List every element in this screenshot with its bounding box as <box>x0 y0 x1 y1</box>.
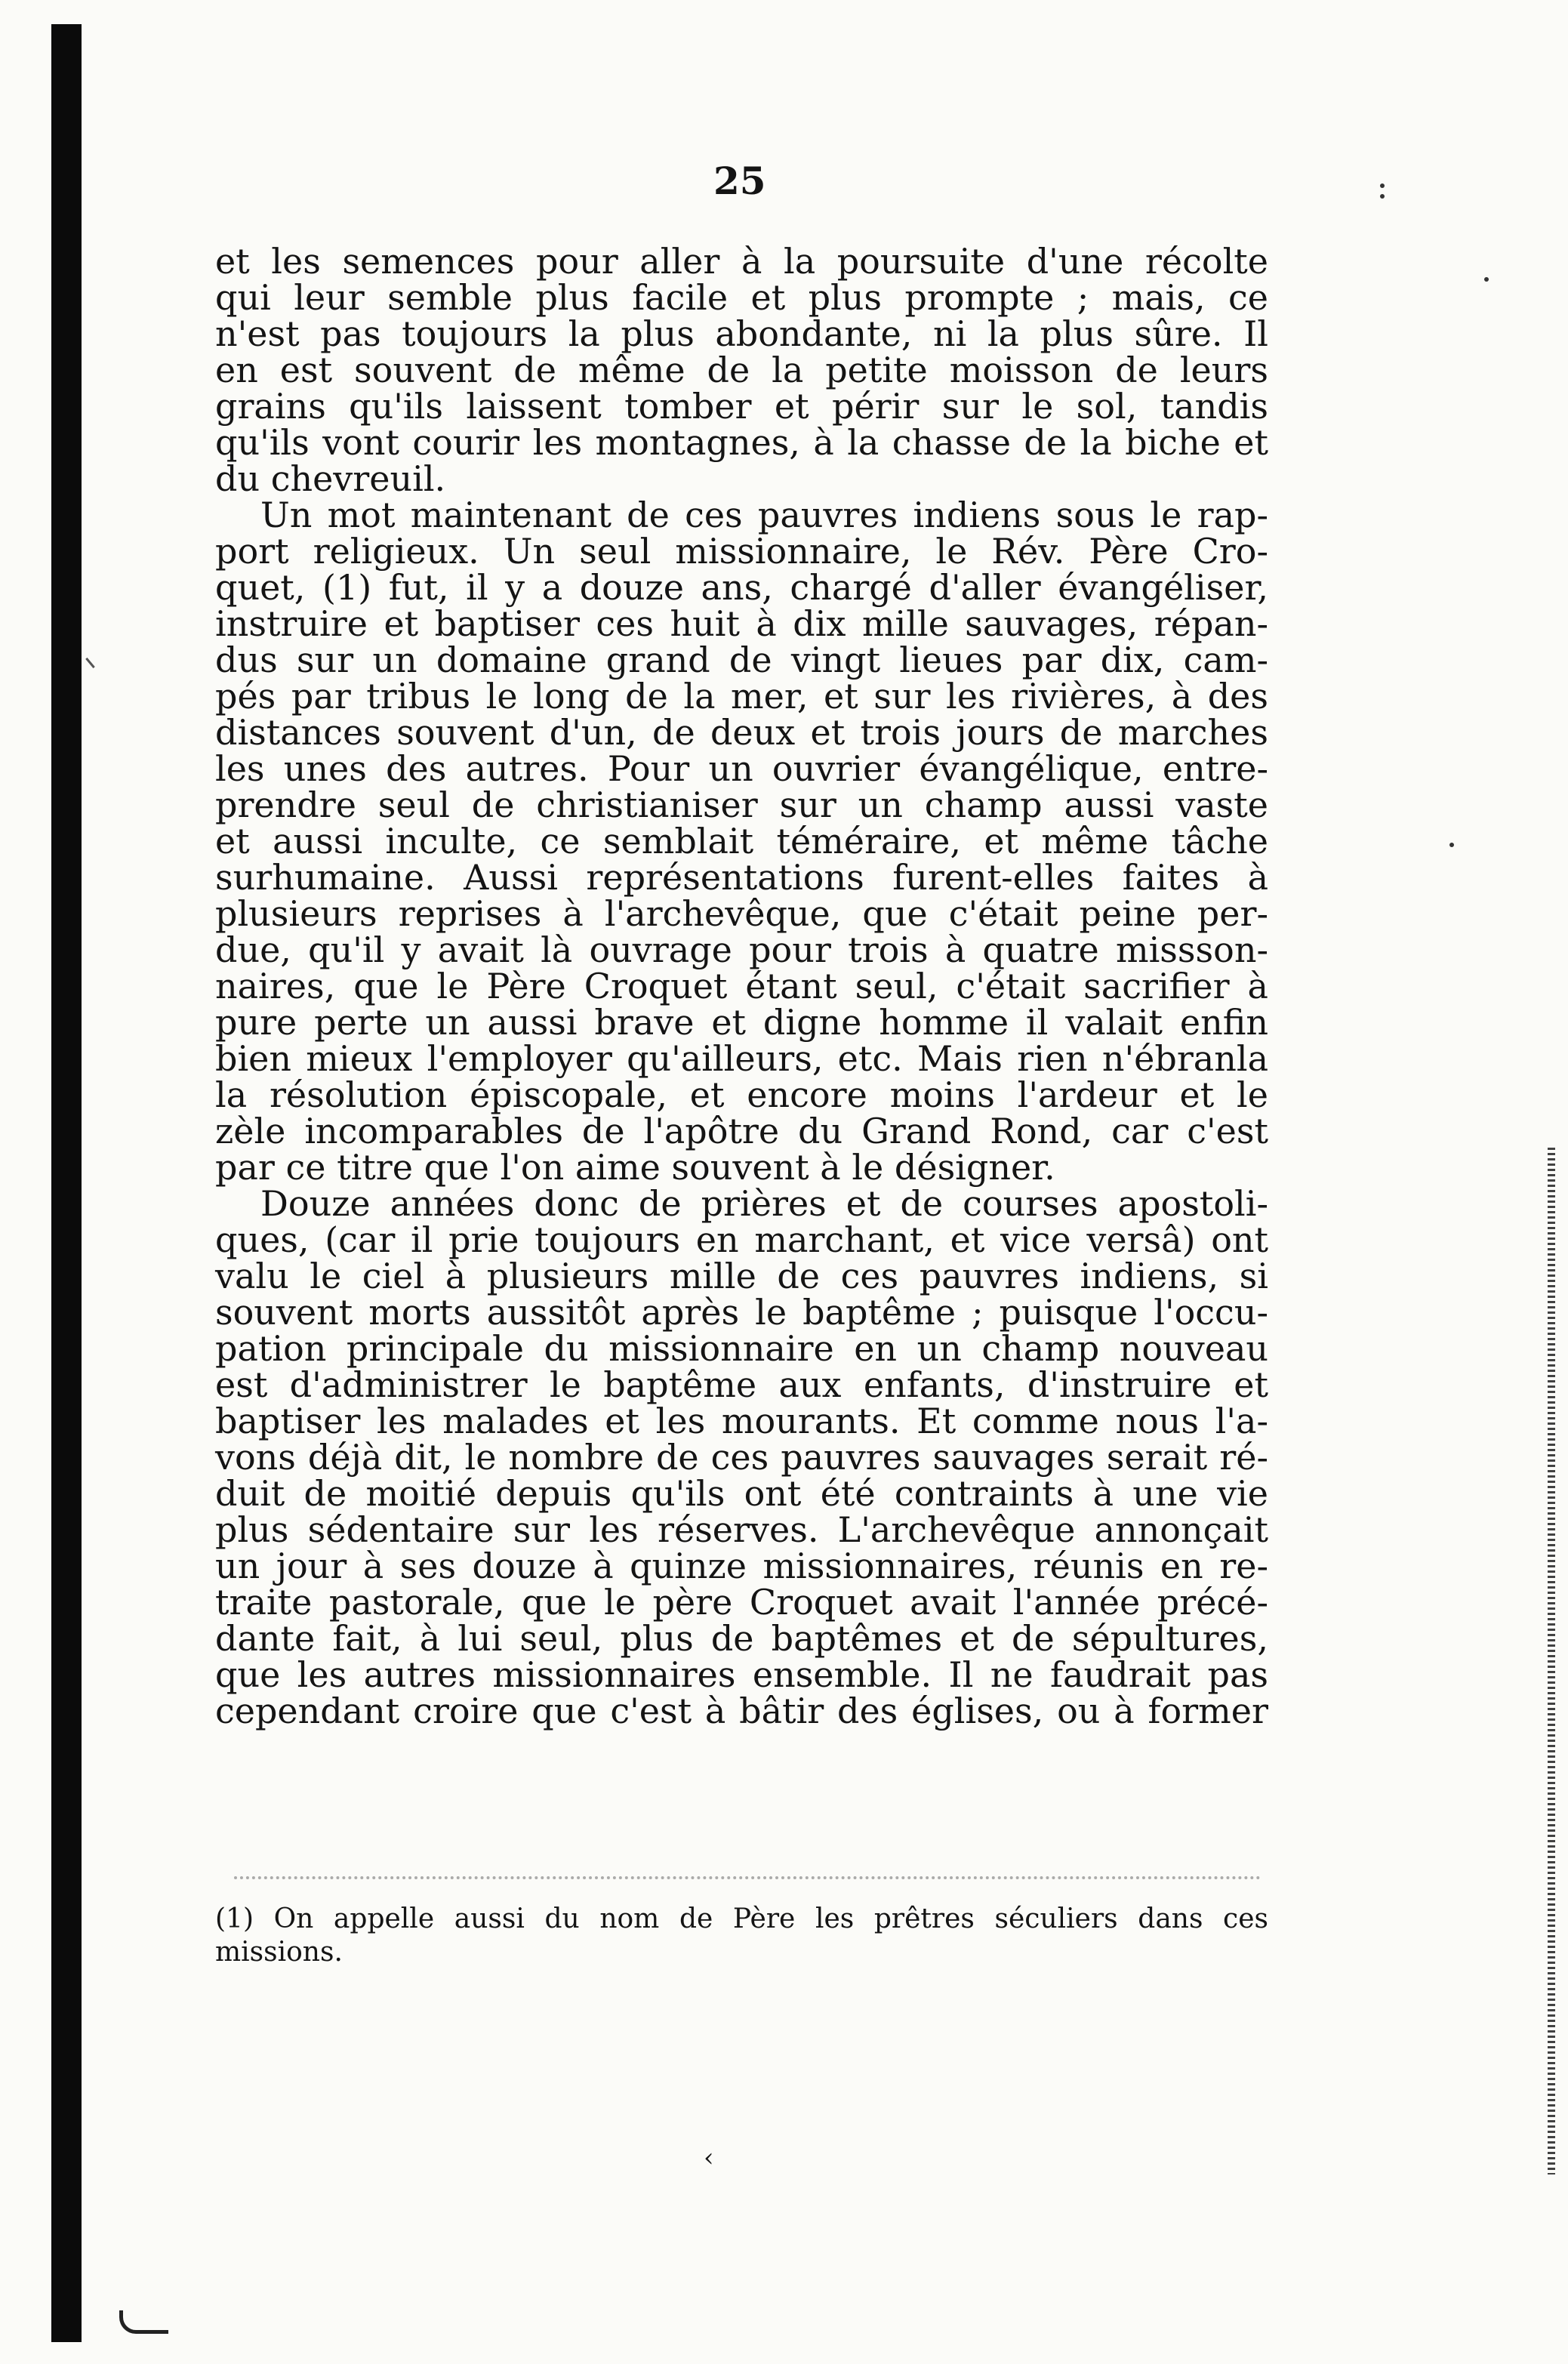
text-line: valu le ciel à plusieurs mille de ces pauvres indiens, si <box>215 1256 1268 1296</box>
text-line: du chevreuil. <box>215 458 446 499</box>
text-line: et les semences pour aller à la poursuite d'une récolte <box>215 241 1268 282</box>
text-line: due, qu'il y avait là ouvrage pour trois à quatre missson- <box>215 929 1268 970</box>
right-edge-scan-noise <box>1548 1148 1555 2174</box>
text-line: surhumaine. Aussi représentations furent-elles faites à <box>215 857 1268 898</box>
text-line: plus sédentaire sur les réserves. L'archevêque annonçait <box>215 1509 1268 1550</box>
text-line: port religieux. Un seul missionnaire, le Rév. Père Cro- <box>215 531 1268 572</box>
footnote-divider <box>234 1876 1261 1879</box>
bottom-corner-mark <box>119 2310 168 2334</box>
speck-dot <box>1449 843 1454 847</box>
text-line: vons déjà dit, le nombre de ces pauvres sauvages serait ré- <box>215 1437 1268 1478</box>
text-line: plusieurs reprises à l'archevêque, que c'était peine per- <box>215 893 1268 934</box>
speck-dot <box>1484 277 1489 282</box>
text-line: en est souvent de même de la petite moisson de leurs <box>215 350 1268 390</box>
page-number: 25 <box>713 159 766 203</box>
text-line: grains qu'ils laissent tomber et périr sur le sol, tandis <box>215 386 1268 427</box>
text-line: Un mot maintenant de ces pauvres indiens sous le rap- <box>260 495 1268 535</box>
paragraph-3 <box>215 1185 1268 1729</box>
text-line: cependant croire que c'est à bâtir des églises, ou à former <box>215 1691 1268 1731</box>
text-line: instruire et baptiser ces huit à dix mille sauvages, répan- <box>215 603 1268 644</box>
text-line: traite pastorale, que le père Croquet avait l'année précé- <box>215 1582 1268 1623</box>
speck-dot <box>1380 183 1385 188</box>
text-line: pés par tribus le long de la mer, et sur les rivières, à des <box>215 676 1268 717</box>
text-line: un jour à ses douze à quinze missionnaires, réunis en re- <box>215 1546 1268 1586</box>
text-line: duit de moitié depuis qu'ils ont été contraints à une vie <box>215 1473 1268 1514</box>
text-line: pation principale du missionnaire en un champ nouveau <box>215 1328 1268 1369</box>
text-line: distances souvent d'un, de deux et trois jours de marches <box>215 712 1268 753</box>
text-line: que les autres missionnaires ensemble. Il ne faudrait pas <box>215 1654 1268 1695</box>
footnote-line: missions. <box>215 1937 343 1968</box>
text-line: bien mieux l'employer qu'ailleurs, etc. Mais rien n'ébranla <box>215 1038 1268 1079</box>
text-line: souvent morts aussitôt après le baptême ; puisque l'occu- <box>215 1292 1268 1333</box>
footnote <box>215 1903 1268 1969</box>
text-line: n'est pas toujours la plus abondante, ni la plus sûre. Il <box>215 313 1268 354</box>
paragraph-1 <box>215 243 1268 497</box>
text-line: baptiser les malades et les mourants. Et comme nous l'a- <box>215 1401 1268 1441</box>
text-line: naires, que le Père Croquet étant seul, c'était sacrifier à <box>215 966 1268 1006</box>
text-line: qui leur semble plus facile et plus prompte ; mais, ce <box>215 277 1268 318</box>
text-line: pure perte un aussi brave et digne homme il valait enfin <box>215 1002 1268 1043</box>
text-line: qu'ils vont courir les montagnes, à la chasse de la biche et <box>215 422 1268 463</box>
text-line: ques, (car il prie toujours en marchant, et vice versâ) ont <box>215 1219 1268 1260</box>
text-line: et aussi inculte, ce semblait téméraire, et même tâche <box>215 821 1268 861</box>
speck-dot <box>1380 194 1385 199</box>
footnote-line: (1) On appelle aussi du nom de Père les prêtres séculiers dans ces <box>215 1903 1268 1934</box>
speck-tick <box>85 658 95 668</box>
text-line: Douze années donc de prières et de courses apostoli- <box>260 1183 1268 1224</box>
bottom-mark: ‹ <box>704 2143 714 2173</box>
body-text <box>215 243 1268 1729</box>
text-line: est d'administrer le baptême aux enfants, d'instruire et <box>215 1364 1268 1405</box>
text-line: zèle incomparables de l'apôtre du Grand Rond, car c'est <box>215 1111 1268 1151</box>
text-line: dus sur un domaine grand de vingt lieues par dix, cam- <box>215 640 1268 680</box>
text-line: les unes des autres. Pour un ouvrier évangélique, entre- <box>215 748 1268 789</box>
text-line: la résolution épiscopale, et encore moins l'ardeur et le <box>215 1074 1268 1115</box>
paragraph-2 <box>215 495 1268 1188</box>
text-line: par ce titre que l'on aime souvent à le désigner. <box>215 1147 1055 1188</box>
text-line: prendre seul de christianiser sur un champ aussi vaste <box>215 784 1268 825</box>
text-line: dante fait, à lui seul, plus de baptêmes et de sépultures, <box>215 1618 1268 1659</box>
left-binding-rule <box>51 24 82 2342</box>
text-line: quet, (1) fut, il y a douze ans, chargé d'aller évangéliser, <box>215 567 1268 608</box>
